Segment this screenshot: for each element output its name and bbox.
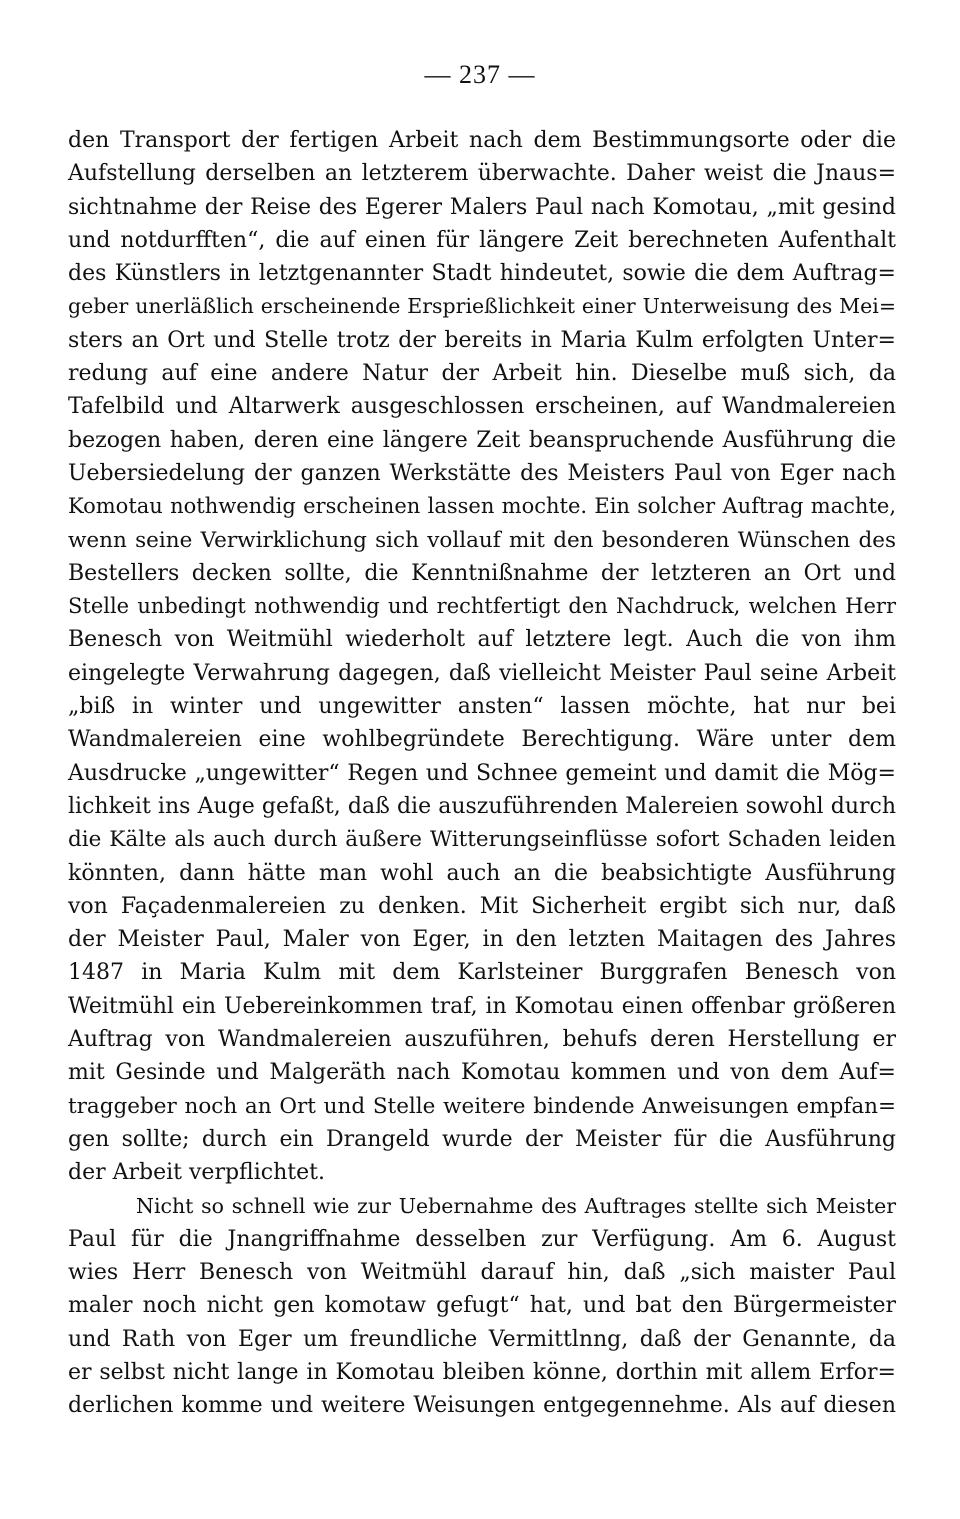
text-line: er selbst nicht lange in Komotau bleiben könne, dorthin mit allem Erfor= bbox=[68, 1359, 896, 1385]
text-line: Benesch von Weitmühl wiederholt auf letztere legt. Auch die von ihm bbox=[68, 627, 896, 653]
text-line: Komotau nothwendig erscheinen lassen mochte. Ein solcher Auftrag machte, bbox=[68, 494, 896, 519]
text-line: wies Herr Benesch von Weitmühl darauf hin, daß „sich maister Paul bbox=[68, 1260, 896, 1286]
paragraph bbox=[68, 124, 896, 1190]
text-line: und notdurfften“, die auf einen für längere Zeit berechneten Aufenthalt bbox=[68, 227, 896, 253]
text-line: Uebersiedelung der ganzen Werkstätte des Meisters Paul von Eger nach bbox=[68, 460, 896, 486]
text-line: lichkeit ins Auge gefaßt, daß die auszuführenden Malereien sowohl durch bbox=[68, 793, 896, 819]
text-line: von Façadenmalereien zu denken. Mit Sicherheit ergibt sich nur, daß bbox=[68, 893, 896, 919]
text-line: bezogen haben, deren eine längere Zeit beanspruchende Ausführung die bbox=[68, 427, 896, 453]
text-line: der Arbeit verpflichtet. bbox=[68, 1160, 325, 1186]
text-line: maler noch nicht gen komotaw gefugt“ hat, und bat den Bürgermeister bbox=[68, 1293, 896, 1319]
text-line: und Rath von Eger um freundliche Vermittlnng, daß der Genannte, da bbox=[68, 1326, 896, 1352]
paragraph bbox=[68, 1190, 896, 1423]
text-line: derlichen komme und weitere Weisungen entgegennehme. Als auf diesen bbox=[68, 1393, 896, 1419]
text-line: geber unerläßlich erscheinende Ersprießlichkeit einer Unterweisung des Mei= bbox=[68, 294, 896, 319]
text-line: mit Gesinde und Malgeräth nach Komotau kommen und von dem Auf= bbox=[68, 1060, 896, 1086]
text-line: Ausdrucke „ungewitter“ Regen und Schnee gemeint und damit die Mög= bbox=[68, 760, 896, 786]
text-line: traggeber noch an Ort und Stelle weitere bindende Anweisungen empfan= bbox=[68, 1093, 896, 1119]
text-line: der Meister Paul, Maler von Eger, in den letzten Maitagen des Jahres bbox=[68, 927, 896, 953]
text-line: Stelle unbedingt nothwendig und rechtfertigt den Nachdruck, welchen Herr bbox=[68, 594, 896, 619]
text-line: Weitmühl ein Uebereinkommen traf, in Komotau einen offenbar größeren bbox=[68, 993, 896, 1019]
text-line: „biß in winter und ungewitter ansten“ lassen möchte, hat nur bei bbox=[68, 694, 896, 720]
text-line: wenn seine Verwirklichung sich vollauf mit den besonderen Wünschen des bbox=[68, 527, 896, 553]
page-text bbox=[68, 124, 896, 1423]
text-line: die Kälte als auch durch äußere Witterungseinflüsse sofort Schaden leiden bbox=[68, 827, 896, 853]
text-line: könnten, dann hätte man wohl auch an die beabsichtigte Ausführung bbox=[68, 860, 896, 886]
text-line: redung auf eine andere Natur der Arbeit hin. Dieselbe muß sich, da bbox=[68, 361, 896, 387]
text-line: Nicht so schnell wie zur Uebernahme des Auftrages stellte sich Meister bbox=[136, 1193, 896, 1218]
text-line: Bestellers decken sollte, die Kenntnißnahme der letzteren an Ort und bbox=[68, 560, 896, 586]
text-line: eingelegte Verwahrung dagegen, daß vielleicht Meister Paul seine Arbeit bbox=[68, 660, 896, 686]
text-line: den Transport der fertigen Arbeit nach dem Bestimmungsorte oder die bbox=[68, 128, 896, 153]
text-line: Tafelbild und Altarwerk ausgeschlossen erscheinen, auf Wandmalereien bbox=[68, 394, 896, 420]
text-line: sichtnahme der Reise des Egerer Malers Paul nach Komotau, „mit gesind bbox=[68, 194, 896, 220]
text-line: gen sollte; durch ein Drangeld wurde der Meister für die Ausführung bbox=[68, 1126, 896, 1152]
text-line: Auftrag von Wandmalereien auszuführen, behufs deren Herstellung er bbox=[68, 1027, 896, 1053]
text-line: 1487 in Maria Kulm mit dem Karlsteiner Burggrafen Benesch von bbox=[68, 960, 896, 986]
text-line: des Künstlers in letztgenannter Stadt hindeutet, sowie die dem Auftrag= bbox=[68, 261, 896, 287]
page-number: — 237 — bbox=[424, 60, 536, 89]
text-line: sters an Ort und Stelle trotz der bereits in Maria Kulm erfolgten Unter= bbox=[68, 327, 896, 353]
text-line: Wandmalereien eine wohlbegründete Berechtigung. Wäre unter dem bbox=[68, 727, 896, 753]
text-line: Aufstellung derselben an letzterem überwachte. Daher weist die Jnaus= bbox=[68, 161, 896, 187]
text-line: Paul für die Jnangriffnahme desselben zur Verfügung. Am 6. August bbox=[68, 1226, 896, 1252]
